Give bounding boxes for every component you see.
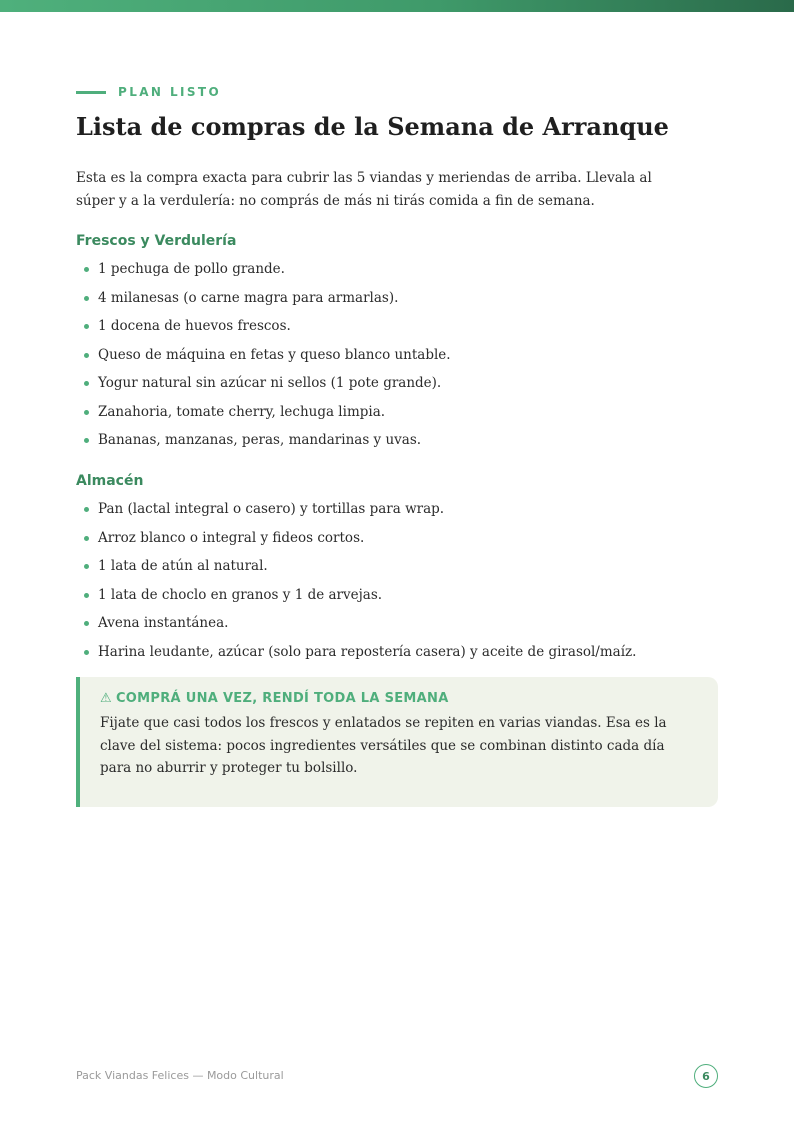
list-item bbox=[82, 552, 702, 581]
warning-icon: ⚠ bbox=[100, 691, 112, 706]
list-almacen bbox=[82, 495, 702, 666]
bullet-dot bbox=[84, 507, 89, 512]
list-item bbox=[82, 398, 702, 427]
callout-title-text: COMPRÁ UNA VEZ, RENDÍ TODA LA SEMANA bbox=[115, 691, 449, 706]
list-item bbox=[82, 284, 702, 313]
bullet-dot bbox=[84, 324, 89, 329]
list-item bbox=[82, 581, 702, 610]
list-item bbox=[82, 426, 702, 455]
list-item-text: Harina leudante, azúcar (solo para repostería casera) y aceite de girasol/maíz. bbox=[98, 643, 637, 660]
list-item bbox=[82, 341, 702, 370]
top-accent-bar bbox=[0, 0, 794, 12]
tip-callout bbox=[76, 677, 718, 807]
bullet-dot bbox=[84, 621, 89, 626]
callout-text: Fijate que casi todos los frescos y enlatados se repiten en varias viandas. Esa es la clave del sistema: pocos ingredientes versátiles que se combinan distinto cada día para no aburrir y proteger tu bolsillo. bbox=[100, 715, 667, 776]
list-frescos bbox=[82, 255, 702, 455]
list-item-text: Zanahoria, tomate cherry, lechuga limpia. bbox=[98, 403, 386, 420]
list-item-text: 1 lata de choclo en granos y 1 de arvejas. bbox=[98, 586, 383, 603]
list-item-text: Yogur natural sin azúcar ni sellos (1 pote grande). bbox=[98, 375, 442, 391]
list-item-text: Bananas, manzanas, peras, mandarinas y uvas. bbox=[98, 432, 422, 448]
section-heading-frescos: Frescos y Verdulería bbox=[76, 233, 237, 249]
page-number-badge bbox=[694, 1064, 718, 1088]
bullet-dot bbox=[84, 410, 89, 415]
bullet-dot bbox=[84, 353, 89, 358]
bullet-dot bbox=[84, 536, 89, 541]
intro-paragraph: Esta es la compra exacta para cubrir las 5 viandas y meriendas de arriba. Llevala al súper y a la verdulería: no comprás de más ni tirás comida a fin de semana. bbox=[76, 170, 652, 209]
eyebrow bbox=[76, 84, 221, 100]
bullet-dot bbox=[84, 381, 89, 386]
list-item-text: Pan (lactal integral o casero) y tortillas para wrap. bbox=[98, 501, 445, 517]
list-item-text: 1 lata de atún al natural. bbox=[98, 558, 268, 574]
footer-text: Pack Viandas Felices — Modo Cultural bbox=[76, 1069, 284, 1082]
page-title: Lista de compras de la Semana de Arranque bbox=[76, 112, 669, 141]
bullet-dot bbox=[84, 267, 89, 272]
section-heading-almacen: Almacén bbox=[76, 473, 144, 489]
bullet-dot bbox=[84, 650, 89, 655]
bullet-dot bbox=[84, 564, 89, 569]
list-item-text: 1 pechuga de pollo grande. bbox=[98, 261, 285, 277]
callout-title bbox=[100, 691, 698, 706]
list-item-text: Queso de máquina en fetas y queso blanco untable. bbox=[98, 346, 451, 363]
list-item-text: Avena instantánea. bbox=[98, 615, 229, 631]
list-item-text: 4 milanesas (o carne magra para armarlas). bbox=[98, 289, 399, 306]
list-item-text: Arroz blanco o integral y fideos cortos. bbox=[98, 529, 365, 546]
list-item bbox=[82, 638, 702, 667]
list-item bbox=[82, 524, 702, 553]
bullet-dot bbox=[84, 296, 89, 301]
list-item bbox=[82, 369, 702, 398]
list-item bbox=[82, 495, 702, 524]
eyebrow-label: PLAN LISTO bbox=[118, 85, 222, 99]
eyebrow-rule bbox=[76, 91, 106, 94]
list-item bbox=[82, 312, 702, 341]
list-item bbox=[82, 609, 702, 638]
list-item bbox=[82, 255, 702, 284]
list-item-text: 1 docena de huevos frescos. bbox=[98, 318, 291, 334]
bullet-dot bbox=[84, 438, 89, 443]
bullet-dot bbox=[84, 593, 89, 598]
page-number: 6 bbox=[702, 1069, 710, 1083]
